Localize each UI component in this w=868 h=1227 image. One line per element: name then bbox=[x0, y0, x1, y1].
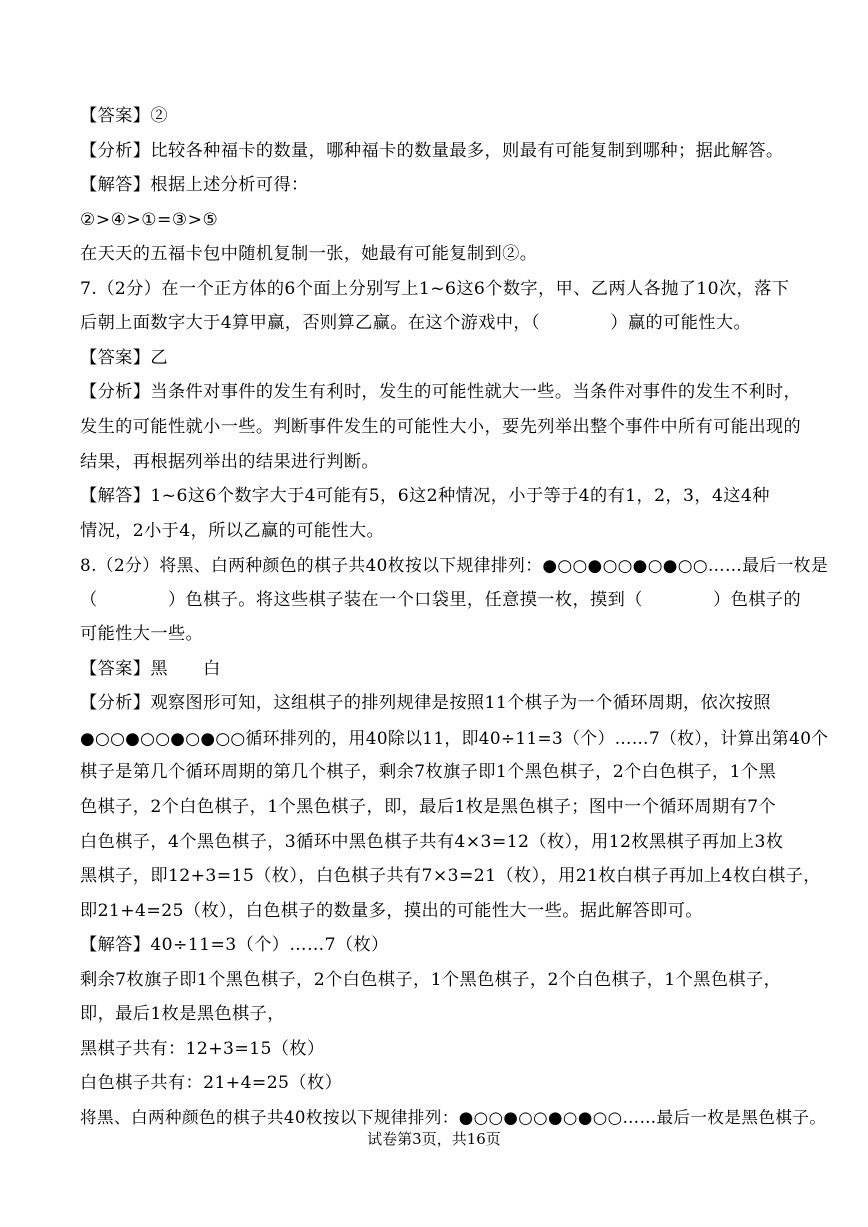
question-8-line-2: （ ）色棋子。将这些棋子装在一个口袋里，任意摸一枚，摸到（ ）色棋子的 bbox=[80, 589, 802, 610]
analysis-8-line-3: 棋子是第几个循环周期的第几个棋子，剩余7枚旗子即1个黑色棋子，2个白色棋子，1个黑 bbox=[80, 762, 777, 783]
solution-8-line-1: 【解答】40÷11=3（个）……7（枚） bbox=[80, 935, 389, 956]
question-8-line-1: 8.（2分）将黑、白两种颜色的棋子共40枚按以下规律排列：●○○●○○●○●○○……最后一枚是 bbox=[80, 555, 829, 576]
analysis-line-6: 【分析】比较各种福卡的数量，哪种福卡的数量最多，则最有可能复制到哪种；据此解答。 bbox=[80, 140, 784, 161]
solution-conclusion-6: 在天天的五福卡包中随机复制一张，她最有可能复制到②。 bbox=[80, 244, 538, 265]
analysis-7-line-3: 结果，再根据列举出的结果进行判断。 bbox=[80, 451, 379, 472]
solution-8-line-5: 白色棋子共有：21+4=25（枚） bbox=[80, 1073, 343, 1094]
solution-7-line-1: 【解答】1~6这6个数字大于4可能有5，6这2种情况，小于等于4的有1，2，3，4这4种 bbox=[80, 486, 770, 507]
solution-8-line-6: 将黑、白两种颜色的棋子共40枚按以下规律排列：●○○●○○●○●○○……最后一枚是黑色棋子。 bbox=[80, 1107, 827, 1127]
solution-8-line-2: 剩余7枚旗子即1个黑色棋子，2个白色棋子，1个黑色棋子，2个白色棋子，1个黑色棋子， bbox=[80, 969, 782, 990]
analysis-8-line-6: 黑棋子，即12+3=15（枚），白色棋子共有7×3=21（枚），用21枚白棋子再加上4枚白棋子， bbox=[80, 866, 821, 887]
analysis-8-line-7: 即21+4=25（枚），白色棋子的数量多，摸出的可能性大一些。据此解答即可。 bbox=[80, 900, 703, 921]
analysis-8-line-2: ●○○●○○●○●○○循环排列的，用40除以11，即40÷11=3（个）……7（枚），计算出第40个 bbox=[80, 727, 829, 748]
answer-line-6: 【答案】② bbox=[80, 106, 168, 126]
analysis-8-line-4: 色棋子，2个白色棋子，1个黑色棋子，即，最后1枚是黑色棋子；图中一个循环周期有7个 bbox=[80, 797, 777, 817]
question-8-line-3: 可能性大一些。 bbox=[80, 624, 204, 645]
analysis-8-line-1: 【分析】观察图形可知，这组棋子的排列规律是按照11个棋子为一个循环周期，依次按照 bbox=[80, 693, 771, 714]
solution-8-line-3: 即，最后1枚是黑色棋子， bbox=[80, 1004, 285, 1025]
solution-7-line-2: 情况，2小于4，所以乙赢的可能性大。 bbox=[80, 520, 385, 541]
solution-line-6: 【解答】根据上述分析可得： bbox=[80, 175, 309, 196]
question-7-line-1: 7.（2分）在一个正方体的6个面上分别写上1~6这6个数字，甲、乙两人各抛了10次，落下 bbox=[80, 278, 790, 299]
solution-8-line-4: 黑棋子共有：12+3=15（枚） bbox=[80, 1038, 325, 1059]
analysis-8-line-5: 白色棋子，4个黑色棋子，3循环中黑色棋子共有4×3=12（枚），用12枚黑棋子再加上3枚 bbox=[80, 831, 784, 852]
answer-line-7: 【答案】乙 bbox=[80, 347, 168, 368]
page-footer: 试卷第3页，共16页 bbox=[367, 1130, 501, 1148]
solution-comparison: ②>④>①=③>⑤ bbox=[80, 209, 219, 230]
answer-line-8: 【答案】黑 白 bbox=[80, 658, 221, 679]
analysis-7-line-1: 【分析】当条件对事件的发生有利时，发生的可能性就大一些。当条件对事件的发生不利时， bbox=[80, 382, 802, 403]
analysis-7-line-2: 发生的可能性就小一些。判断事件发生的可能性大小，要先列举出整个事件中所有可能出现的 bbox=[80, 416, 802, 437]
question-7-line-2: 后朝上面数字大于4算甲赢，否则算乙赢。在这个游戏中，（ ）赢的可能性大。 bbox=[80, 313, 752, 334]
